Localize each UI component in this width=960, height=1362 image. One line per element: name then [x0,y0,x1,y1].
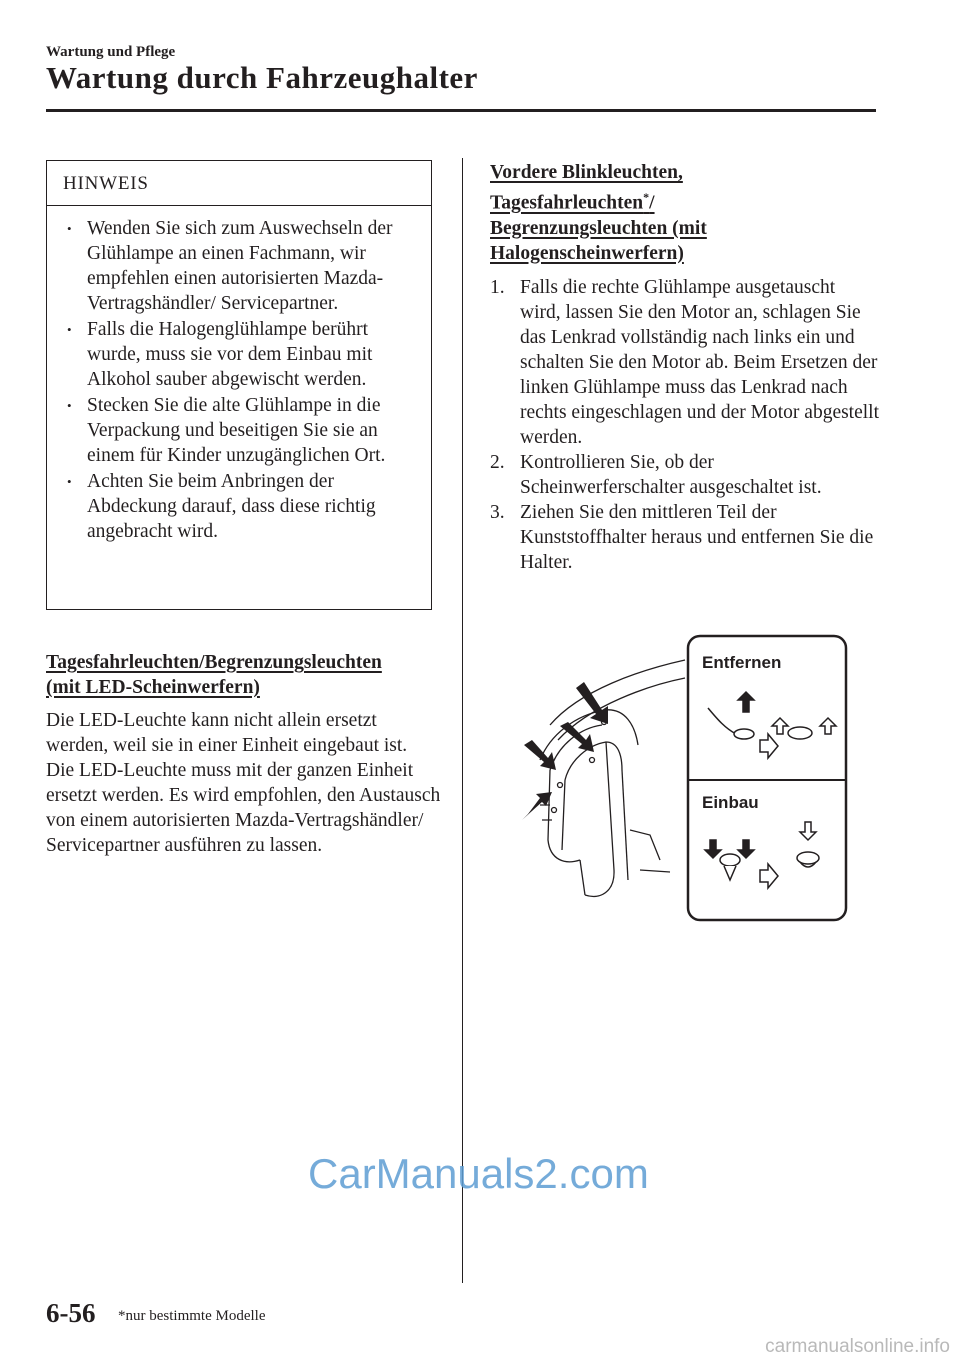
step-text: Ziehen Sie den mittleren Teil der Kunststoffhalter heraus und entfernen Sie die Halter. [520,502,874,573]
label-install: Einbau [702,793,759,812]
front-section-heading [490,160,790,266]
watermark-footer: carmanualsonline.info [765,1336,950,1357]
footnote-mark: * [643,190,650,204]
led-paragraph: Die LED-Leuchte muss mit der ganzen Einheit ersetzt werden. Es wird empfohlen, den Austausch von einem autorisierten Mazda-Vertragshändler/ Servicepartner ausführen zu lassen. [46,760,441,856]
step-item [490,500,880,575]
watermark-logo: CarManuals2.com [308,1150,649,1197]
page-title: Wartung durch Fahrzeughalter [46,60,478,95]
step-number: 2. [490,452,505,473]
step-list [490,275,880,575]
led-section-body [46,708,441,858]
front-heading-slash: / [649,192,655,214]
led-heading-line: (mit LED-Scheinwerfern) [46,677,260,698]
column-divider [462,158,463,1283]
wheel-arch-drawing [540,660,685,896]
note-item: • Wenden Sie sich zum Auswechseln der Glühlampe an einen Fachmann, wir empfehlen einen autorisierten Mazda-Vertragshändler/ Servicepartner. [67,216,423,316]
led-paragraph: Die LED-Leuchte kann nicht allein ersetzt werden, weil sie in einer Einheit eingebaut ist. [46,710,408,756]
step-text: Kontrollieren Sie, ob der Scheinwerferschalter ausgeschaltet ist. [520,452,822,498]
note-heading: HINWEIS [47,161,431,206]
led-section-heading [46,650,436,700]
note-item: • Falls die Halogenglühlampe berührt wurde, muss sie vor dem Einbau mit Alkohol sauber abgewischt werden. [67,317,423,392]
front-heading-line [490,185,790,216]
front-heading-line: Halogenscheinwerfern) [490,242,684,264]
step-item [490,450,880,500]
note-list [47,206,431,544]
clip-removal-illustration [510,630,850,925]
front-heading-line: Vordere Blinkleuchten, [490,162,683,183]
clip-callout-box [688,636,846,920]
note-item: • Stecken Sie die alte Glühlampe in die Verpackung und beseitigen Sie sie an einem für Kinder unzugänglichen Ort. [67,393,423,468]
page-number: 6-56 [46,1298,96,1328]
section-label: Wartung und Pflege [46,44,176,60]
step-number: 3. [490,502,505,523]
step-item [490,275,880,450]
arrow-icon [522,682,608,820]
title-rule [46,109,876,112]
front-heading-text: Tagesfahrleuchten [490,192,644,214]
led-heading-line: Tagesfahrleuchten/Begrenzungsleuchten [46,652,382,673]
note-item: • Achten Sie beim Anbringen der Abdeckung darauf, dass diese richtig angebracht wird. [67,469,423,544]
footnote: *nur bestimmte Modelle [118,1308,266,1324]
step-text: Falls die rechte Glühlampe ausgetauscht wird, lassen Sie den Motor an, schlagen Sie das Lenkrad vollständig nach links ein und schalten Sie den Motor ab. Beim Ersetzen der linken Glühlampe muss das Lenkrad nach rechts eingeschlagen und der Motor abgestellt werden. [520,277,880,448]
front-heading-line: Begrenzungsleuchten (mit [490,217,707,239]
note-box [46,160,432,610]
step-number: 1. [490,277,505,298]
label-remove: Entfernen [702,653,782,672]
